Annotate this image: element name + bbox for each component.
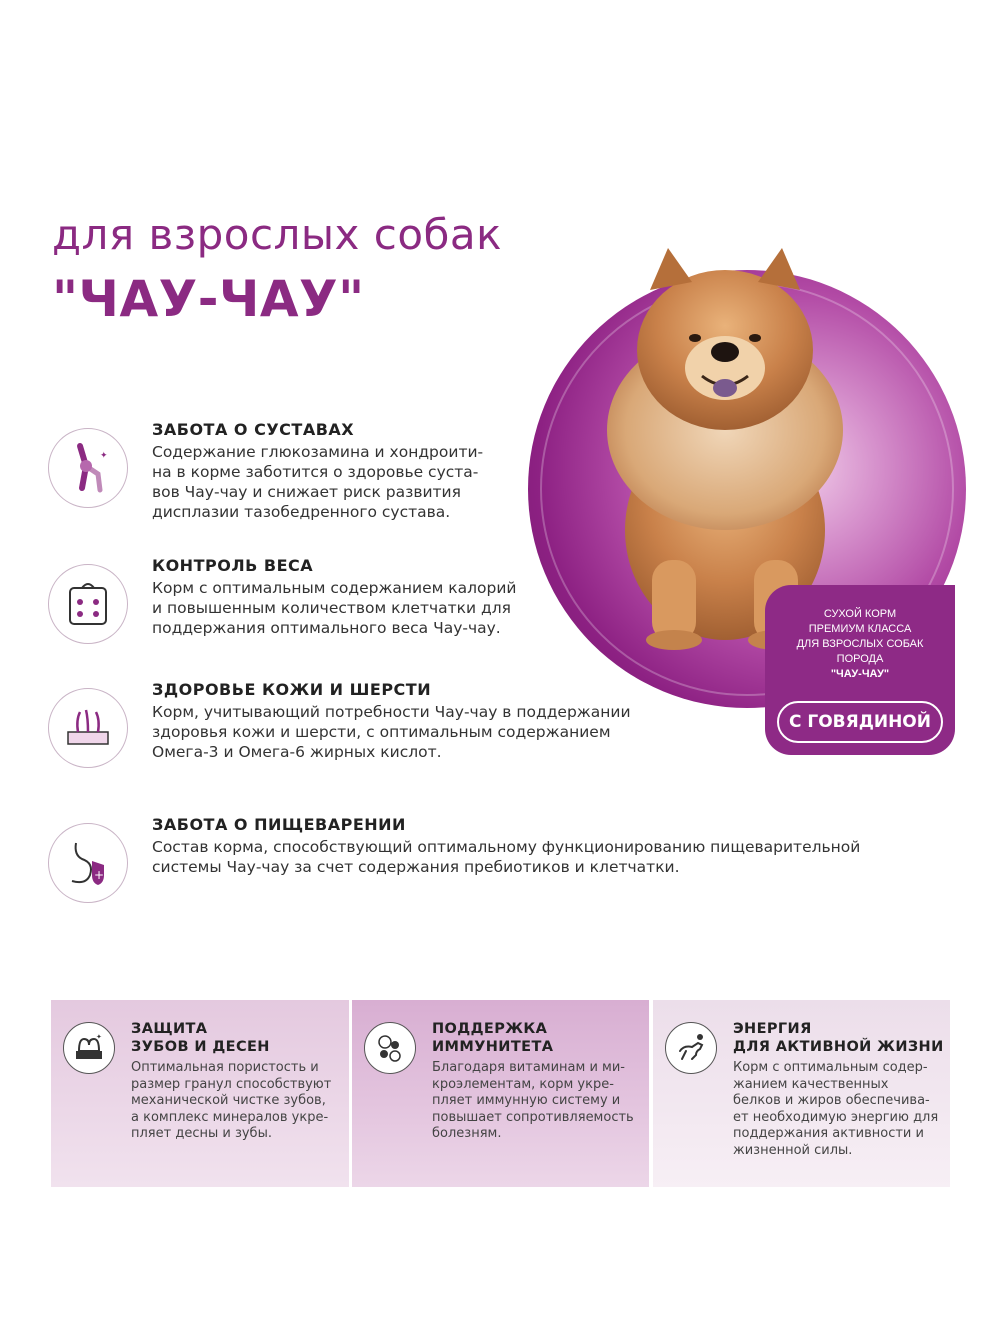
feature-description: Корм, учитывающий потребности Чау-чау в поддержании здоровья кожи и шерсти, с оптимальным содержанием Омега-3 и Омега-6 жирных кислот. — [152, 703, 631, 761]
vitamins-icon — [364, 1022, 416, 1074]
panel-teeth — [51, 1000, 349, 1187]
panel-title: ПОДДЕРЖКА ИММУНИТЕТА — [432, 1021, 554, 1055]
title-line-2: "ЧАУ-ЧАУ" — [52, 270, 365, 328]
badge-line-2: ПРЕМИУМ КЛАССА — [808, 623, 912, 635]
panel-description: Благодаря витаминам и ми- кроэлементам, корм укре- пляет иммунную систему и повышает сопротивляемость болезням. — [432, 1060, 634, 1141]
feature-title: ЗАБОТА О ПИЩЕВАРЕНИИ — [152, 815, 406, 834]
feature-title: ЗДОРОВЬЕ КОЖИ И ШЕРСТИ — [152, 680, 432, 699]
running-dog-icon — [665, 1022, 717, 1074]
badge-line-3: ДЛЯ ВЗРОСЛЫХ СОБАК — [796, 638, 924, 650]
badge-line-5: "ЧАУ-ЧАУ" — [830, 668, 890, 680]
flavor-label: С ГОВЯДИНОЙ — [777, 701, 943, 743]
teeth-icon — [63, 1022, 115, 1074]
feature-description: Состав корма, способствующий оптимальному функционированию пищеварительной системы Чау-чау за счет содержания пребиотиков и клетчатки. — [152, 838, 861, 876]
panel-description: Оптимальная пористость и размер гранул способствуют механической чистке зубов, а комплекс минералов укре- пляет десны и зубы. — [131, 1060, 332, 1141]
panel-immunity — [352, 1000, 649, 1187]
feature-joints — [48, 420, 928, 520]
feature-weight — [48, 556, 928, 646]
stomach-icon — [48, 823, 128, 903]
feature-skin — [48, 680, 928, 770]
badge-line-4: ПОРОДА — [836, 653, 884, 665]
panel-title: ЗАЩИТА ЗУБОВ И ДЕСЕН — [131, 1021, 270, 1055]
svg-text:✦: ✦ — [96, 1033, 102, 1041]
panel-energy — [653, 1000, 950, 1187]
feature-description: Содержание глюкозамина и хондроити- на в корме заботится о здоровье суста- вов Чау-чау и снижает риск развития дисплазии тазобедренного сустава. — [152, 443, 484, 521]
feature-title: КОНТРОЛЬ ВЕСА — [152, 556, 314, 575]
scale-icon — [48, 564, 128, 644]
svg-text:✦: ✦ — [100, 451, 108, 461]
panel-title: ЭНЕРГИЯ ДЛЯ АКТИВНОЙ ЖИЗНИ — [733, 1021, 944, 1055]
panel-description: Корм с оптимальным содер- жанием качественных белков и жиров обеспечива- ет необходимую энергию для поддержания активности и жизненной силы. — [733, 1060, 939, 1158]
joint-icon — [48, 428, 128, 508]
title-line-1: для взрослых собак — [52, 210, 503, 259]
feature-digestion — [48, 815, 928, 905]
badge-line-1: СУХОЙ КОРМ — [823, 608, 897, 620]
svg-text:+: + — [94, 868, 105, 882]
feature-description: Корм с оптимальным содержанием калорий и повышенным количеством клетчатки для поддержания оптимального веса Чау-чау. — [152, 579, 517, 637]
feature-title: ЗАБОТА О СУСТАВАХ — [152, 420, 355, 439]
skin-icon — [48, 688, 128, 768]
